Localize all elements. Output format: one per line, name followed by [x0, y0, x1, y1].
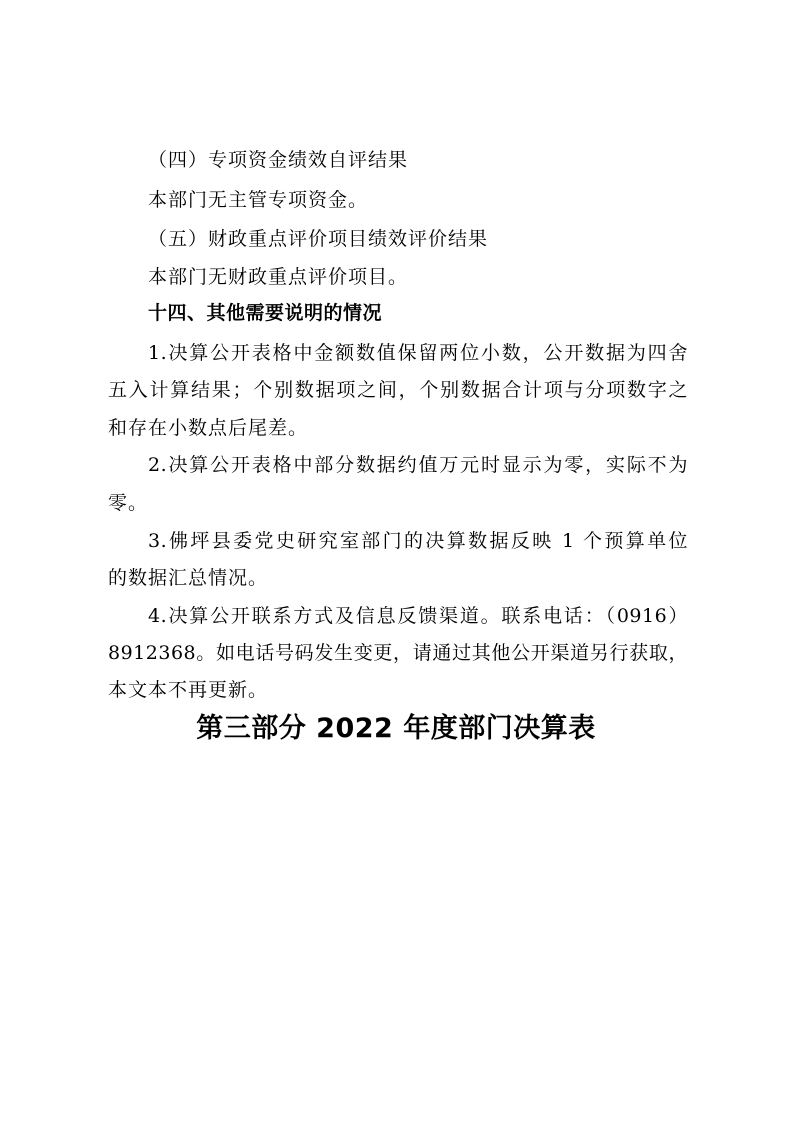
note-3-line-1: 3.佛坪县委党史研究室部门的决算数据反映 1 个预算单位 — [148, 530, 688, 552]
note-3-line-2: 的数据汇总情况。 — [108, 567, 269, 589]
note-2-line-1: 2.决算公开表格中部分数据约值万元时显示为零，实际不为 — [148, 454, 688, 476]
note-4-line-3: 本文本不再更新。 — [108, 679, 269, 701]
section-heading-other-notes: 十四、其他需要说明的情况 — [148, 302, 383, 324]
paragraph-special-funds: 本部门无主管专项资金。 — [148, 189, 369, 211]
note-4-line-1: 4.决算公开联系方式及信息反馈渠道。联系电话：（0916） — [148, 605, 688, 627]
paragraph-key-evaluation: 本部门无财政重点评价项目。 — [148, 266, 409, 288]
note-2-line-2: 零。 — [108, 492, 149, 514]
note-1-line-3: 和存在小数点后尾差。 — [108, 417, 309, 439]
note-1-line-2: 五入计算结果；个别数据项之间，个别数据合计项与分项数字之 — [108, 379, 688, 401]
subheading-key-evaluation: （五）财政重点评价项目绩效评价结果 — [148, 228, 489, 250]
part-three-title: 第三部分 2022 年度部门决算表 — [196, 713, 596, 744]
note-4-line-2: 8912368。如电话号码发生变更，请通过其他公开渠道另行获取， — [108, 642, 688, 664]
note-1-line-1: 1.决算公开表格中金额数值保留两位小数，公开数据为四舍 — [148, 342, 688, 364]
subheading-special-funds: （四）专项资金绩效自评结果 — [148, 149, 409, 171]
